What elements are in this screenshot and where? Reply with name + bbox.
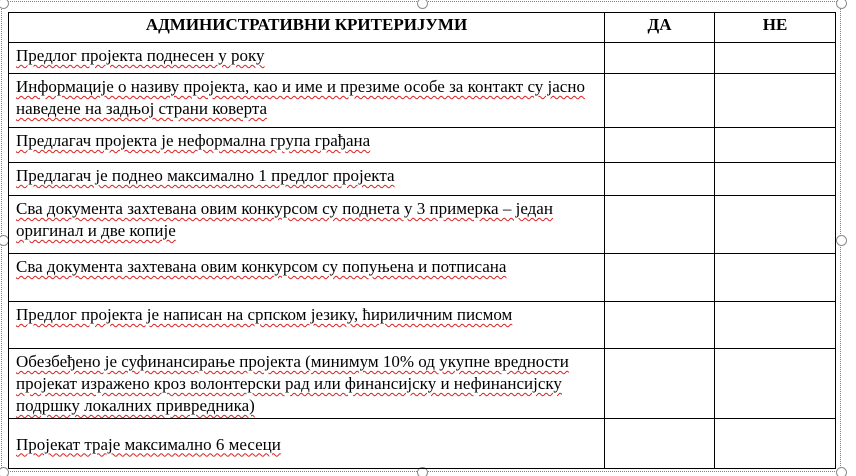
resize-handle-middle-right[interactable] [836,235,847,246]
criterion-text: Сва документа захтевана овим конкурсом су попуњена и потписана [16,257,507,276]
criterion-cell[interactable] [9,349,605,419]
table-row [9,196,836,254]
criterion-cell[interactable] [9,128,605,163]
no-cell[interactable] [715,196,836,254]
no-cell[interactable] [715,128,836,163]
resize-handle-top-left[interactable] [0,0,9,9]
yes-cell[interactable] [605,254,715,302]
table-row [9,349,836,419]
yes-cell[interactable] [605,43,715,74]
no-cell[interactable] [715,163,836,196]
criterion-text: Предлог пројекта поднесен у року [16,46,265,65]
yes-cell[interactable] [605,163,715,196]
table-row [9,43,836,74]
table-row [9,302,836,349]
yes-cell[interactable] [605,196,715,254]
criterion-cell[interactable] [9,419,605,469]
no-cell[interactable] [715,74,836,128]
criterion-cell[interactable] [9,163,605,196]
yes-cell[interactable] [605,349,715,419]
criterion-cell[interactable] [9,302,605,349]
criterion-cell[interactable] [9,74,605,128]
administrative-criteria-table [8,12,836,469]
no-cell[interactable] [715,254,836,302]
table-row [9,74,836,128]
criterion-text: Предлагач је поднео максимално 1 предлог пројекта [16,166,395,185]
criterion-cell[interactable] [9,254,605,302]
no-cell[interactable] [715,43,836,74]
header-no[interactable]: НЕ [715,13,836,43]
table-row [9,254,836,302]
criterion-cell[interactable] [9,43,605,74]
yes-cell[interactable] [605,419,715,469]
header-yes[interactable]: ДА [605,13,715,43]
yes-cell[interactable] [605,74,715,128]
yes-cell[interactable] [605,302,715,349]
criterion-text: Сва документа захтевана овим конкурсом су поднета у 3 примерка – један оригинал и две копије [16,199,553,240]
criterion-text: Обезбеђено је суфинансирање пројекта (минимум 10% од укупне вредности пројекат изражено кроз волонтерски рад или финансијску и нефинансијску подршку локалних привредника) [16,352,569,415]
resize-handle-top-center[interactable] [417,0,428,9]
header-criteria[interactable]: АДМИНИСТРАТИВНИ КРИТЕРИЈУМИ [9,13,605,43]
criterion-text: Пројекат траје максимално 6 месеци [16,434,281,454]
criterion-cell[interactable] [9,196,605,254]
resize-handle-top-right[interactable] [836,0,847,9]
table-row [9,128,836,163]
criterion-text: Предлог пројекта је написан на српском језику, ћириличним писмом [16,305,513,324]
table-header-row [9,13,836,43]
no-cell[interactable] [715,302,836,349]
resize-handle-bottom-right[interactable] [836,467,847,476]
criterion-text: Предлагач пројекта је неформална група грађана [16,131,371,150]
table-row [9,419,836,469]
no-cell[interactable] [715,349,836,419]
table-row [9,163,836,196]
criterion-text: Информације о називу пројекта, као и име и презиме особе за контакт су јасно наведене на задњој страни коверта [16,77,585,118]
no-cell[interactable] [715,419,836,469]
yes-cell[interactable] [605,128,715,163]
